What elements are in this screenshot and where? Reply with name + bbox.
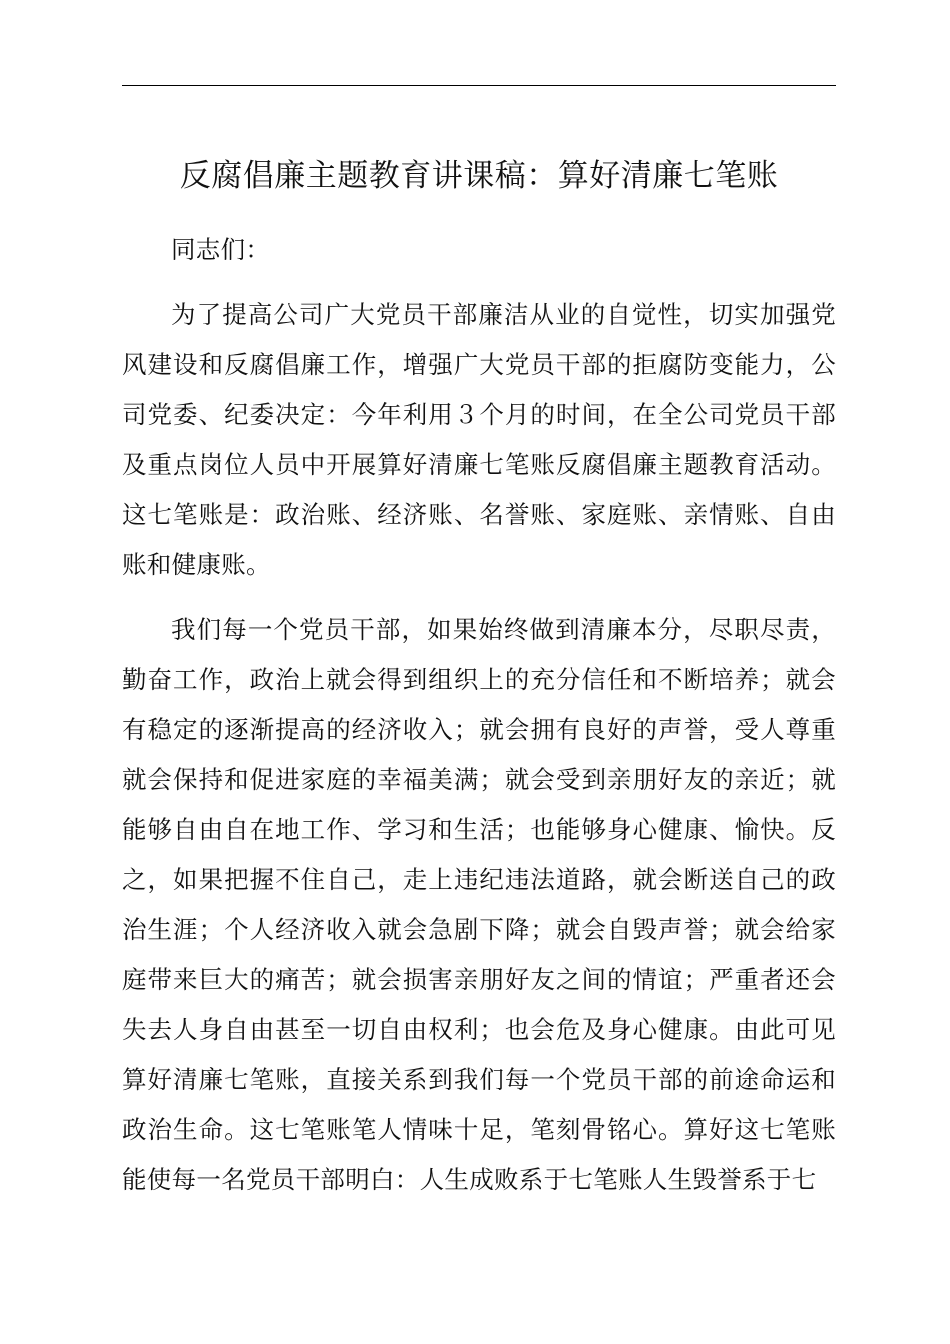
paragraph-1: 为了提高公司广大党员干部廉洁从业的自觉性，切实加强党风建设和反腐倡廉工作，增强广大党员干部的拒腐防变能力，公司党委、纪委决定：今年利用３个月的时间，在全公司党员干部及重点岗位人员中开展算好清廉七笔账反腐倡廉主题教育活动。这七笔账是：政治账、经济账、名誉账、家庭账、亲情账、自由账和健康账。 bbox=[122, 300, 836, 579]
document-body bbox=[122, 225, 836, 1205]
header-rule bbox=[122, 85, 836, 86]
document-title: 反腐倡廉主题教育讲课稿：算好清廉七笔账 bbox=[179, 158, 779, 194]
salutation: 同志们： bbox=[171, 235, 271, 264]
paragraph-2: 我们每一个党员干部，如果始终做到清廉本分，尽职尽责，勤奋工作，政治上就会得到组织上的充分信任和不断培养；就会有稳定的逐渐提高的经济收入；就会拥有良好的声誉，受人尊重就会保持和促进家庭的幸福美满；就会受到亲朋好友的亲近；就能够自由自在地工作、学习和生活；也能够身心健康、愉快。反之，如果把握不住自己，走上违纪违法道路，就会断送自己的政治生涯；个人经济收入就会急剧下降；就会自毁声誉；就会给家庭带来巨大的痛苦；就会损害亲朋好友之间的情谊；严重者还会失去人身自由甚至一切自由权利；也会危及身心健康。由此可见算好清廉七笔账，直接关系到我们每一个党员干部的前途命运和政治生命。这七笔账笔人情味十足，笔刻骨铭心。算好这七笔账能使每一名党员干部明白：人生成败系于七笔账人生毁誉系于七 bbox=[122, 615, 836, 1194]
